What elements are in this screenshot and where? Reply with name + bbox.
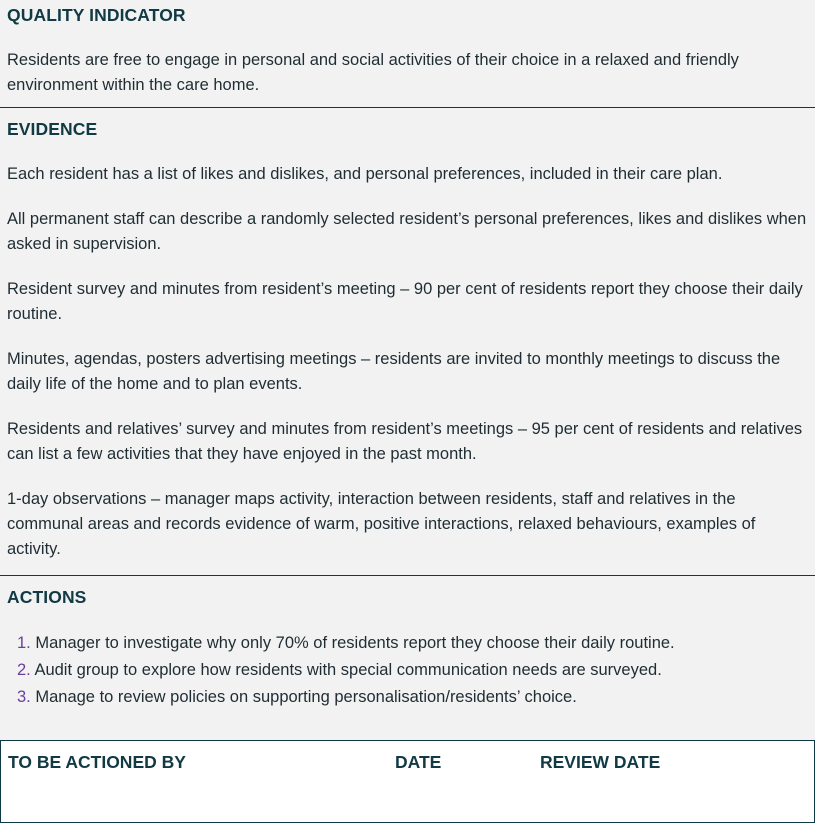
- evidence-item: Resident survey and minutes from resident’s meeting – 90 per cent of residents report they choose their daily routine.: [7, 280, 803, 323]
- action-item: [17, 684, 808, 711]
- evidence-item: Each resident has a list of likes and dislikes, and personal preferences, included in their care plan.: [7, 165, 723, 183]
- action-number: 2.: [17, 661, 31, 679]
- evidence-section: [0, 108, 815, 575]
- evidence-item: Minutes, agendas, posters advertising meetings – residents are invited to monthly meetings to discuss the daily life of the home and to plan events.: [7, 350, 781, 393]
- actioned-by-label: TO BE ACTIONED BY: [8, 752, 186, 772]
- action-text: Manage to review policies on supporting personalisation/residents’ choice.: [35, 688, 577, 706]
- action-number: 1.: [17, 634, 31, 652]
- action-number: 3.: [17, 688, 31, 706]
- actions-list: [7, 630, 808, 711]
- quality-indicator-section: [0, 0, 815, 107]
- quality-indicator-text: Residents are free to engage in personal and social activities of their choice in a relaxed and friendly environment within the care home.: [7, 51, 739, 94]
- footer-section: [0, 741, 815, 823]
- review-date-label: REVIEW DATE: [540, 752, 661, 772]
- evidence-item: Residents and relatives’ survey and minutes from resident’s meetings – 95 per cent of residents and relatives can list a few activities that they have enjoyed in the past month.: [7, 420, 803, 463]
- evidence-heading: EVIDENCE: [7, 119, 98, 139]
- date-label: DATE: [395, 752, 442, 772]
- evidence-item: All permanent staff can describe a randomly selected resident’s personal preferences, likes and dislikes when asked in supervision.: [7, 210, 807, 253]
- actions-section: [0, 576, 815, 740]
- action-text: Manager to investigate why only 70% of residents report they choose their daily routine.: [35, 634, 675, 652]
- evidence-item: 1-day observations – manager maps activity, interaction between residents, staff and relatives in the communal areas and records evidence of warm, positive interactions, relaxed behaviours, examples of activity.: [7, 490, 756, 558]
- action-item: [17, 657, 808, 684]
- action-text: Audit group to explore how residents with special communication needs are surveyed.: [34, 661, 662, 679]
- quality-indicator-heading: QUALITY INDICATOR: [7, 5, 186, 25]
- action-item: [17, 630, 808, 657]
- actions-heading: ACTIONS: [7, 587, 87, 607]
